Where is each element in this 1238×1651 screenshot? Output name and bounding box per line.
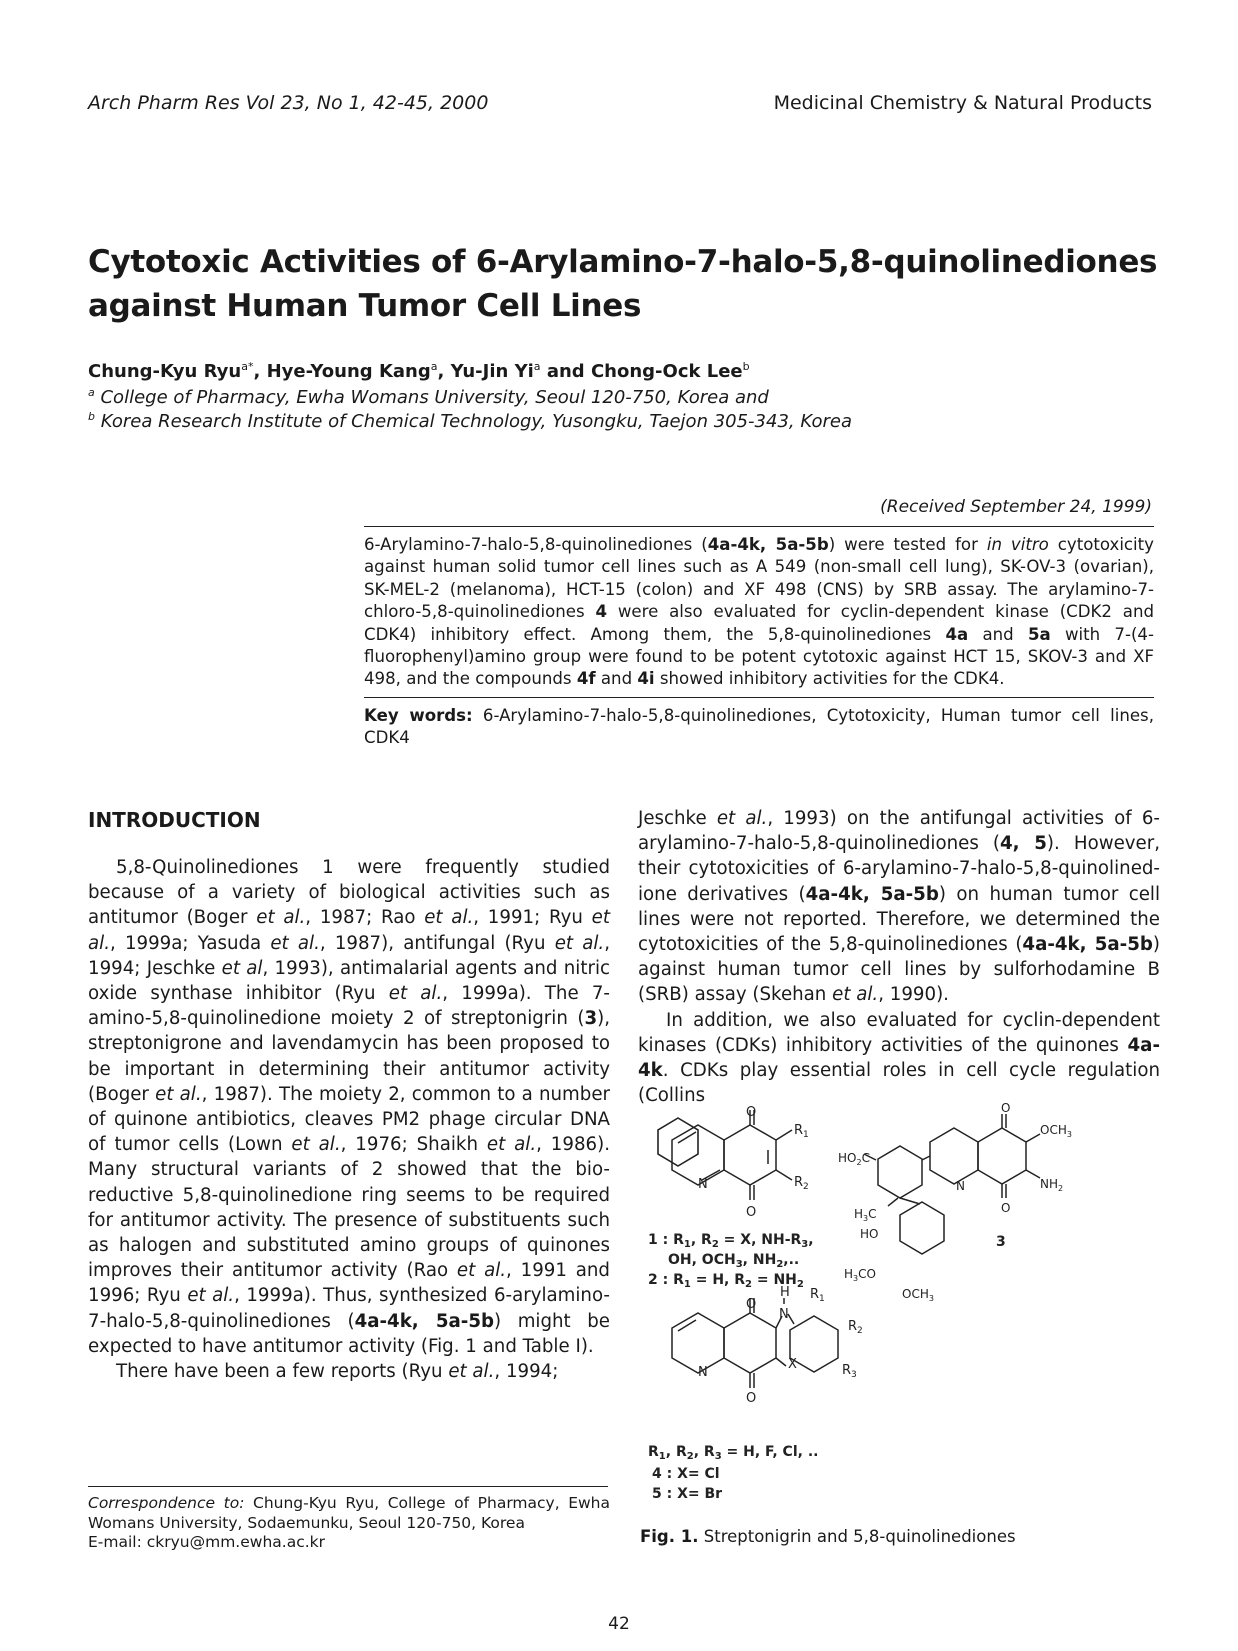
author-and: and — [546, 361, 585, 382]
s45-r2: $R_2$ — [848, 1319, 863, 1336]
right-column-text — [638, 806, 1160, 1108]
s3-aryl-bond — [900, 1198, 920, 1204]
received-date: (Received September 24, 1999) — [880, 497, 1152, 517]
pyridine-ring — [658, 1118, 698, 1166]
s1-double-bond-1 — [678, 1132, 696, 1143]
s1-r1-bond — [776, 1130, 792, 1140]
s3-nh2-label: $NH_2$ — [1040, 1177, 1064, 1193]
s3-och3-label: $OCH_3$ — [1040, 1123, 1072, 1139]
author-2-mark: a — [430, 360, 438, 373]
s3-quinone-ring — [978, 1128, 1026, 1184]
label-45-substituents: $R_1$, $R_2$, $R_3 = H$, F, Cl, .. — [648, 1444, 819, 1462]
s3-ho2c-label: $HO_2C$ — [838, 1151, 870, 1167]
intro-paragraph-3: Jeschke et al., 1993) on the antifungal activities of 6-arylamino-7-halo-5,8-quinolinediones (4, 5). However, their cytotoxicities of 6-arylamino-7-halo-5,8-quinolined-ione derivatives (4a-4k, 5a-5b) on human tumor cell lines were not reported. Therefore, we determined the cytotoxicities of the 5,8-quinolinediones (4a-4k, 5a-5b) against human tumor cell lines by sulforhodamine B (SRB) assay (Skehan et al., 1990). — [638, 808, 1161, 1006]
figure-1-caption-text: Streptonigrin and 5,8-quinolinediones — [698, 1527, 1016, 1546]
intro-paragraph-4: In addition, we also evaluated for cyclin-dependent kinases (CDKs) inhibitory activities of the quinones 4a-4k. CDKs play essential roles in cell cycle regulation (Collins — [638, 1009, 1160, 1107]
figure-1-caption-label: Fig. 1. — [640, 1527, 699, 1546]
author-4: Chong-Ock Lee — [590, 361, 743, 382]
author-1-mark: a* — [241, 360, 254, 373]
figure-1-caption — [640, 1527, 1016, 1546]
s3-pyridine-ring — [930, 1128, 978, 1184]
affiliation-a — [88, 386, 769, 408]
s1-n: N — [698, 1177, 708, 1192]
author-4-mark: b — [742, 360, 750, 373]
s45-right-ring — [724, 1313, 776, 1373]
s1-o-top: O — [746, 1105, 757, 1120]
affiliation-b-text: Korea Research Institute of Chemical Technology, Yusongku, Taejon 305-343, Korea — [100, 411, 853, 432]
s1-r2: $R_2$ — [794, 1175, 809, 1192]
title-line-2: against Human Tumor Cell Lines — [88, 288, 642, 324]
author-3-mark: a — [533, 360, 541, 373]
s3-o-bottom: O — [1001, 1201, 1011, 1215]
section-heading-introduction: INTRODUCTION — [88, 808, 261, 832]
author-1: Chung-Kyu Ryu — [88, 361, 242, 382]
affiliation-a-mark: a — [88, 386, 95, 399]
keywords — [364, 705, 1154, 749]
abstract-top-rule — [364, 526, 1154, 527]
s1-o-bottom: O — [746, 1205, 757, 1220]
label-1-line-1: 1 : $R_1$, $R_2 = X$, $NH-R_3$, — [648, 1232, 814, 1250]
correspondence-email: E-mail: ckryu@mm.ewha.ac.kr — [88, 1533, 325, 1551]
page-number: 42 — [608, 1614, 630, 1634]
affiliation-b — [88, 410, 852, 432]
title-line-1: Cytotoxic Activities of 6-Arylamino-7-halo-5,8-quinolinediones — [88, 244, 1158, 280]
s45-r1: $R_1$ — [810, 1287, 825, 1304]
paper-title — [88, 240, 1158, 328]
correspondence-label: Correspondence to: — [88, 1494, 245, 1512]
s3-phenyl-ring-2 — [900, 1202, 944, 1254]
correspondence-text: Chung-Kyu Ryu, College of Pharmacy, Ewha Womans University, Sodaemunku, Seoul 120-750, Korea — [88, 1494, 610, 1532]
label-2: 2 : $R_1 = H$, $R_2 = NH_2$ — [648, 1272, 804, 1290]
abstract-bottom-rule — [364, 697, 1154, 698]
author-list: Chung-Kyu Ryu$^{a*}$, Hye-Young Kang$^a$, Yu-Jin Yi$^a$ and Chong-Ock Lee$^b$ — [88, 360, 750, 382]
s45-n: N — [698, 1365, 708, 1380]
affiliation-a-text: College of Pharmacy, Ewha Womans University, Seoul 120-750, Korea and — [100, 387, 769, 408]
s3-biaryl-bond — [922, 1156, 930, 1160]
s45-o-bottom: O — [746, 1391, 757, 1406]
s1-r2-bond — [776, 1170, 792, 1180]
footnote-rule — [88, 1486, 608, 1487]
s3-ho-label: HO — [860, 1227, 879, 1241]
s45-nh-n: N — [779, 1307, 789, 1322]
structure-1-2 — [658, 1118, 698, 1166]
s45-x-bond — [776, 1358, 786, 1366]
author-3: Yu-Jin Yi — [450, 361, 534, 382]
s3-n: N — [956, 1179, 965, 1193]
s45-left-ring — [672, 1313, 724, 1373]
correspondence-footnote — [88, 1494, 610, 1553]
s45-aryl-ring — [790, 1316, 838, 1372]
s45-n-aryl-bond — [788, 1314, 794, 1324]
abstract: 6-Arylamino-7-halo-5,8-quinolinediones (4a-4k, 5a-5b) were tested for in vitro cytotoxicity against human solid tumor cell lines such as A 549 (non-small cell lung), SK-OV-3 (ovarian), SK-MEL-2 (melanoma), HCT-15 (colon) and XF 498 (CNS) by SRB assay. The arylamino-7-chloro-5,8-quinolinediones 4 were also evaluated for cyclin-dependent kinase (CDK2 and CDK4) inhibitory effect. Among them, the 5,8-quinolinediones 4a and 5a with 7-(4-fluorophenyl)amino group were found to be potent cytotoxic against HCT 15, SKOV-3 and XF 498, and the compounds 4f and 4i showed inhibitory activities for the CDK4. — [364, 535, 1155, 689]
author-2: Hye-Young Kang — [266, 361, 431, 382]
s3-h3co-label: $H_3CO$ — [844, 1267, 876, 1283]
s3-ch3-bond — [888, 1198, 898, 1206]
s3-phenyl-ring-1 — [878, 1146, 922, 1198]
label-3: 3 — [996, 1234, 1006, 1250]
s45-r3: $R_3$ — [842, 1363, 857, 1380]
journal-header: Arch Pharm Res Vol 23, No 1, 42-45, 2000 — [88, 92, 489, 114]
left-column-text — [88, 855, 610, 1384]
s3-och3-bond — [1026, 1134, 1040, 1142]
section-header: Medicinal Chemistry & Natural Products — [773, 92, 1152, 114]
s45-h: H — [780, 1285, 790, 1300]
s3-nh2-bond — [1026, 1170, 1040, 1178]
keywords-text: 6-Arylamino-7-halo-5,8-quinolinediones, Cytotoxicity, Human tumor cell lines, CDK4 — [364, 706, 1154, 747]
figure-1-structures — [638, 1101, 1158, 1528]
s3-h3c-label: $H_3C$ — [854, 1207, 877, 1223]
keywords-label: Key words: — [364, 706, 473, 725]
s1-r1: $R_1$ — [794, 1123, 809, 1140]
s45-o-top: O — [746, 1297, 757, 1312]
intro-paragraph-1: 5,8-Quinolinediones 1 were frequently studied because of a variety of biological activities such as antitumor (Boger et al., 1987; Rao et al., 1991; Ryu et al., 1999a; Yasuda et al., 1987), antifungal (Ryu et al., 1994; Jeschke et al, 1993), antimalarial agents and nitric oxide synthase inhibitor (Ryu et al., 1999a). The 7-amino-5,8-quinolinedione moiety 2 of streptonigrin (3), streptonigrone and lavendamycin has been proposed to be important in determining their antitumor activity (Boger et al., 1987). The moiety 2, common to a number of quinone antibiotics, cleaves PM2 phage circular DNA of tumor cells (Lown et al., 1976; Shaikh et al., 1986). Many structural variants of 2 showed that the bio-reductive 5,8-quinolinedione ring seems to be required for antitumor activity. The presence of substituents such as halogen and substituted amino groups of quinones improves their antitumor activity (Rao et al., 1991 and 1996; Ryu et al., 1999a). Thus, synthesized 6-arylamino-7-halo-5,8-quinolinediones (4a-4k, 5a-5b) might be expected to have antitumor activity (Fig. 1 and Table I). — [88, 857, 611, 1357]
s3-och3-bottom-label: $OCH_3$ — [902, 1287, 934, 1303]
label-4: 4 : X= Cl — [652, 1466, 720, 1482]
s3-o-top: O — [1001, 1101, 1011, 1115]
label-5: 5 : X= Br — [652, 1486, 723, 1502]
affiliation-b-mark: b — [88, 410, 95, 423]
s45-double-bond-1 — [678, 1320, 696, 1331]
label-1-line-2: OH, $OCH_3$, $NH_2$,.. — [668, 1252, 800, 1270]
intro-paragraph-2: There have been a few reports (Ryu et al., 1994; — [116, 1361, 559, 1383]
s45-x: X — [788, 1357, 797, 1372]
